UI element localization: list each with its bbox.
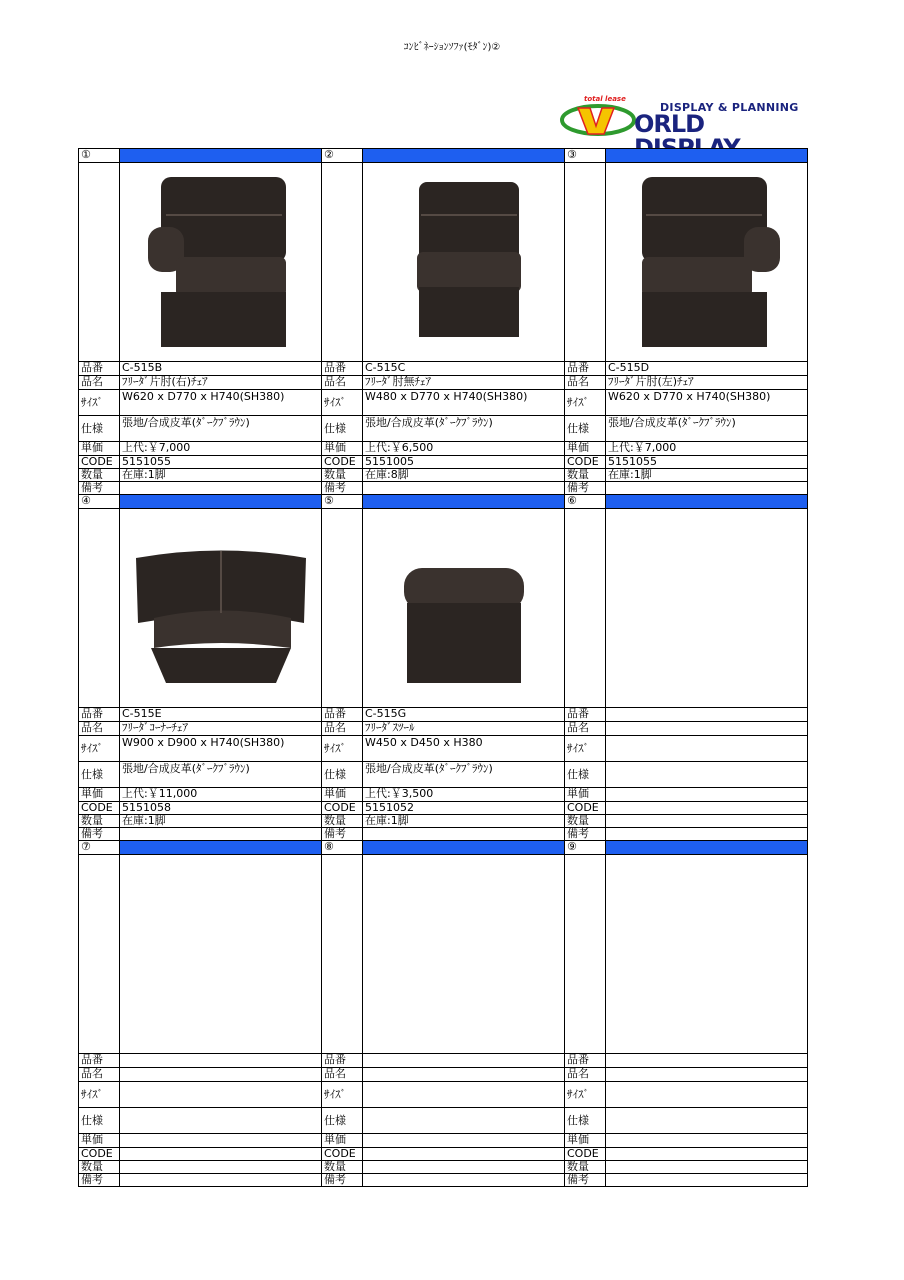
value-hinban — [362, 1053, 565, 1068]
label-size: ｻｲｽﾞ — [321, 1081, 363, 1108]
label-size: ｻｲｽﾞ — [321, 735, 363, 762]
value-code: 5151058 — [119, 801, 322, 815]
label-hinmei: 品名 — [321, 375, 363, 390]
value-hinmei — [605, 721, 808, 736]
value-suryo: 在庫:1脚 — [605, 468, 808, 482]
product-photo — [362, 508, 565, 708]
value-hinmei — [119, 1067, 322, 1082]
logo-tagline: DISPLAY & PLANNING — [660, 101, 799, 114]
label-code: CODE — [321, 1147, 363, 1161]
label-shiyo: 仕様 — [78, 761, 120, 788]
product-photo — [605, 508, 808, 708]
label-shiyo: 仕様 — [564, 1107, 606, 1134]
world-display-logo — [560, 96, 800, 136]
item-number: ③ — [564, 148, 606, 163]
label-biko: 備考 — [321, 827, 363, 841]
value-shiyo — [119, 1107, 322, 1134]
label-hinmei: 品名 — [78, 721, 120, 736]
label-biko: 備考 — [321, 481, 363, 495]
value-hinmei — [605, 1067, 808, 1082]
label-size: ｻｲｽﾞ — [321, 389, 363, 416]
value-tanka — [362, 1133, 565, 1148]
product-photo — [119, 854, 322, 1054]
photo-left-margin — [321, 854, 363, 1054]
sofa-left-arm-image — [612, 167, 802, 357]
label-biko: 備考 — [78, 1173, 120, 1187]
product-grid — [78, 148, 808, 1186]
value-size — [605, 1081, 808, 1108]
photo-left-margin — [78, 508, 120, 708]
label-size: ｻｲｽﾞ — [564, 1081, 606, 1108]
label-hinmei: 品名 — [321, 1067, 363, 1082]
label-shiyo: 仕様 — [564, 415, 606, 442]
label-suryo: 数量 — [321, 1160, 363, 1174]
value-suryo — [119, 1160, 322, 1174]
item-number: ⑧ — [321, 840, 363, 855]
label-biko: 備考 — [564, 481, 606, 495]
label-hinmei: 品名 — [78, 1067, 120, 1082]
value-size — [605, 735, 808, 762]
value-biko — [119, 481, 322, 495]
label-hinban: 品番 — [78, 1053, 120, 1068]
value-shiyo: 張地/合成皮革(ﾀﾞｰｸﾌﾞﾗｳﾝ) — [119, 415, 322, 442]
value-biko — [119, 1173, 322, 1187]
label-shiyo: 仕様 — [564, 761, 606, 788]
item-header-bar — [605, 148, 808, 163]
value-code: 5151055 — [119, 455, 322, 469]
value-suryo: 在庫:1脚 — [119, 468, 322, 482]
item-number: ② — [321, 148, 363, 163]
item-number: ⑦ — [78, 840, 120, 855]
label-tanka: 単価 — [78, 1133, 120, 1148]
label-shiyo: 仕様 — [321, 415, 363, 442]
label-shiyo: 仕様 — [321, 761, 363, 788]
value-code — [605, 801, 808, 815]
label-biko: 備考 — [321, 1173, 363, 1187]
label-size: ｻｲｽﾞ — [78, 389, 120, 416]
value-suryo: 在庫:8脚 — [362, 468, 565, 482]
value-hinmei: ﾌﾘｰﾀﾞｽﾂｰﾙ — [362, 721, 565, 736]
value-shiyo: 張地/合成皮革(ﾀﾞｰｸﾌﾞﾗｳﾝ) — [605, 415, 808, 442]
value-hinban: C-515C — [362, 361, 565, 376]
item-header-bar — [119, 148, 322, 163]
label-hinmei: 品名 — [78, 375, 120, 390]
label-tanka: 単価 — [321, 1133, 363, 1148]
label-hinban: 品番 — [564, 707, 606, 722]
label-biko: 備考 — [78, 827, 120, 841]
product-photo — [605, 854, 808, 1054]
value-code: 5151055 — [605, 455, 808, 469]
value-suryo — [605, 814, 808, 828]
label-shiyo: 仕様 — [321, 1107, 363, 1134]
label-hinban: 品番 — [564, 361, 606, 376]
sofa-corner-image — [126, 513, 316, 703]
value-biko — [119, 827, 322, 841]
photo-left-margin — [321, 162, 363, 362]
label-hinmei: 品名 — [321, 721, 363, 736]
label-biko: 備考 — [564, 1173, 606, 1187]
w-logo-mark — [560, 102, 636, 136]
value-hinban — [119, 1053, 322, 1068]
value-size: W620 x D770 x H740(SH380) — [119, 389, 322, 416]
item-number: ⑥ — [564, 494, 606, 509]
label-hinban: 品番 — [321, 361, 363, 376]
value-hinmei — [362, 1067, 565, 1082]
label-biko: 備考 — [78, 481, 120, 495]
item-header-bar — [119, 840, 322, 855]
label-size: ｻｲｽﾞ — [564, 389, 606, 416]
page-title: ｺﾝﾋﾞﾈｰｼｮﾝｿﾌｧ(ﾓﾀﾞﾝ)② — [403, 42, 501, 53]
value-suryo: 在庫:1脚 — [362, 814, 565, 828]
value-shiyo: 張地/合成皮革(ﾀﾞｰｸﾌﾞﾗｳﾝ) — [362, 415, 565, 442]
value-code — [119, 1147, 322, 1161]
sofa-right-arm-image — [126, 167, 316, 357]
product-photo — [119, 162, 322, 362]
item-header-bar — [605, 840, 808, 855]
value-size: W480 x D770 x H740(SH380) — [362, 389, 565, 416]
value-hinban: C-515D — [605, 361, 808, 376]
label-hinban: 品番 — [78, 361, 120, 376]
label-code: CODE — [564, 801, 606, 815]
item-header-bar — [362, 494, 565, 509]
label-suryo: 数量 — [321, 814, 363, 828]
value-tanka: 上代:￥7,000 — [605, 441, 808, 456]
label-code: CODE — [564, 1147, 606, 1161]
photo-left-margin — [564, 508, 606, 708]
value-hinban — [605, 707, 808, 722]
value-code: 5151052 — [362, 801, 565, 815]
label-suryo: 数量 — [78, 1160, 120, 1174]
label-size: ｻｲｽﾞ — [78, 1081, 120, 1108]
label-suryo: 数量 — [321, 468, 363, 482]
photo-left-margin — [78, 854, 120, 1054]
label-hinmei: 品名 — [564, 721, 606, 736]
label-hinmei: 品名 — [564, 1067, 606, 1082]
value-size — [119, 1081, 322, 1108]
value-tanka: 上代:￥7,000 — [119, 441, 322, 456]
logo-small-text: total lease — [584, 95, 626, 103]
value-biko — [605, 481, 808, 495]
label-code: CODE — [564, 455, 606, 469]
label-suryo: 数量 — [564, 1160, 606, 1174]
label-tanka: 単価 — [78, 787, 120, 802]
photo-left-margin — [564, 854, 606, 1054]
label-code: CODE — [78, 801, 120, 815]
logo-brand: ORLD — [634, 110, 705, 138]
value-size: W620 x D770 x H740(SH380) — [605, 389, 808, 416]
value-biko — [362, 1173, 565, 1187]
value-hinban — [605, 1053, 808, 1068]
value-size — [362, 1081, 565, 1108]
label-size: ｻｲｽﾞ — [78, 735, 120, 762]
label-tanka: 単価 — [564, 1133, 606, 1148]
product-photo — [362, 854, 565, 1054]
value-code — [605, 1147, 808, 1161]
photo-left-margin — [564, 162, 606, 362]
value-tanka — [605, 787, 808, 802]
label-code: CODE — [78, 1147, 120, 1161]
value-tanka — [119, 1133, 322, 1148]
value-size: W900 x D900 x H740(SH380) — [119, 735, 322, 762]
value-hinban: C-515E — [119, 707, 322, 722]
sofa-armless-image — [369, 167, 559, 357]
item-number: ④ — [78, 494, 120, 509]
value-shiyo — [605, 1107, 808, 1134]
value-hinmei: ﾌﾘｰﾀﾞ片肘(左)ﾁｪｱ — [605, 375, 808, 390]
item-header-bar — [605, 494, 808, 509]
value-shiyo — [605, 761, 808, 788]
label-suryo: 数量 — [78, 468, 120, 482]
value-suryo — [362, 1160, 565, 1174]
value-suryo: 在庫:1脚 — [119, 814, 322, 828]
product-photo — [362, 162, 565, 362]
photo-left-margin — [78, 162, 120, 362]
value-code — [362, 1147, 565, 1161]
value-shiyo: 張地/合成皮革(ﾀﾞｰｸﾌﾞﾗｳﾝ) — [119, 761, 322, 788]
value-biko — [605, 827, 808, 841]
label-shiyo: 仕様 — [78, 415, 120, 442]
value-biko — [362, 481, 565, 495]
value-tanka: 上代:￥11,000 — [119, 787, 322, 802]
item-number: ⑨ — [564, 840, 606, 855]
item-number: ⑤ — [321, 494, 363, 509]
value-hinmei: ﾌﾘｰﾀﾞ片肘(右)ﾁｪｱ — [119, 375, 322, 390]
label-hinban: 品番 — [321, 707, 363, 722]
label-code: CODE — [321, 801, 363, 815]
label-hinban: 品番 — [564, 1053, 606, 1068]
value-hinmei: ﾌﾘｰﾀﾞｺｰﾅｰﾁｪｱ — [119, 721, 322, 736]
item-header-bar — [362, 148, 565, 163]
value-suryo — [605, 1160, 808, 1174]
label-tanka: 単価 — [321, 441, 363, 456]
value-code: 5151005 — [362, 455, 565, 469]
label-size: ｻｲｽﾞ — [564, 735, 606, 762]
value-biko — [605, 1173, 808, 1187]
label-hinmei: 品名 — [564, 375, 606, 390]
stool-image — [369, 513, 559, 703]
label-hinban: 品番 — [321, 1053, 363, 1068]
value-tanka: 上代:￥3,500 — [362, 787, 565, 802]
label-suryo: 数量 — [564, 468, 606, 482]
label-tanka: 単価 — [78, 441, 120, 456]
item-header-bar — [119, 494, 322, 509]
label-shiyo: 仕様 — [78, 1107, 120, 1134]
label-code: CODE — [78, 455, 120, 469]
product-photo — [605, 162, 808, 362]
label-suryo: 数量 — [564, 814, 606, 828]
value-hinmei: ﾌﾘｰﾀﾞ肘無ﾁｪｱ — [362, 375, 565, 390]
value-shiyo: 張地/合成皮革(ﾀﾞｰｸﾌﾞﾗｳﾝ) — [362, 761, 565, 788]
label-hinban: 品番 — [78, 707, 120, 722]
value-size: W450 x D450 x H380 — [362, 735, 565, 762]
label-tanka: 単価 — [321, 787, 363, 802]
value-hinban: C-515G — [362, 707, 565, 722]
item-number: ① — [78, 148, 120, 163]
item-header-bar — [362, 840, 565, 855]
label-code: CODE — [321, 455, 363, 469]
value-tanka — [605, 1133, 808, 1148]
value-biko — [362, 827, 565, 841]
value-hinban: C-515B — [119, 361, 322, 376]
label-suryo: 数量 — [78, 814, 120, 828]
value-shiyo — [362, 1107, 565, 1134]
product-photo — [119, 508, 322, 708]
label-biko: 備考 — [564, 827, 606, 841]
label-tanka: 単価 — [564, 787, 606, 802]
photo-left-margin — [321, 508, 363, 708]
value-tanka: 上代:￥6,500 — [362, 441, 565, 456]
label-tanka: 単価 — [564, 441, 606, 456]
